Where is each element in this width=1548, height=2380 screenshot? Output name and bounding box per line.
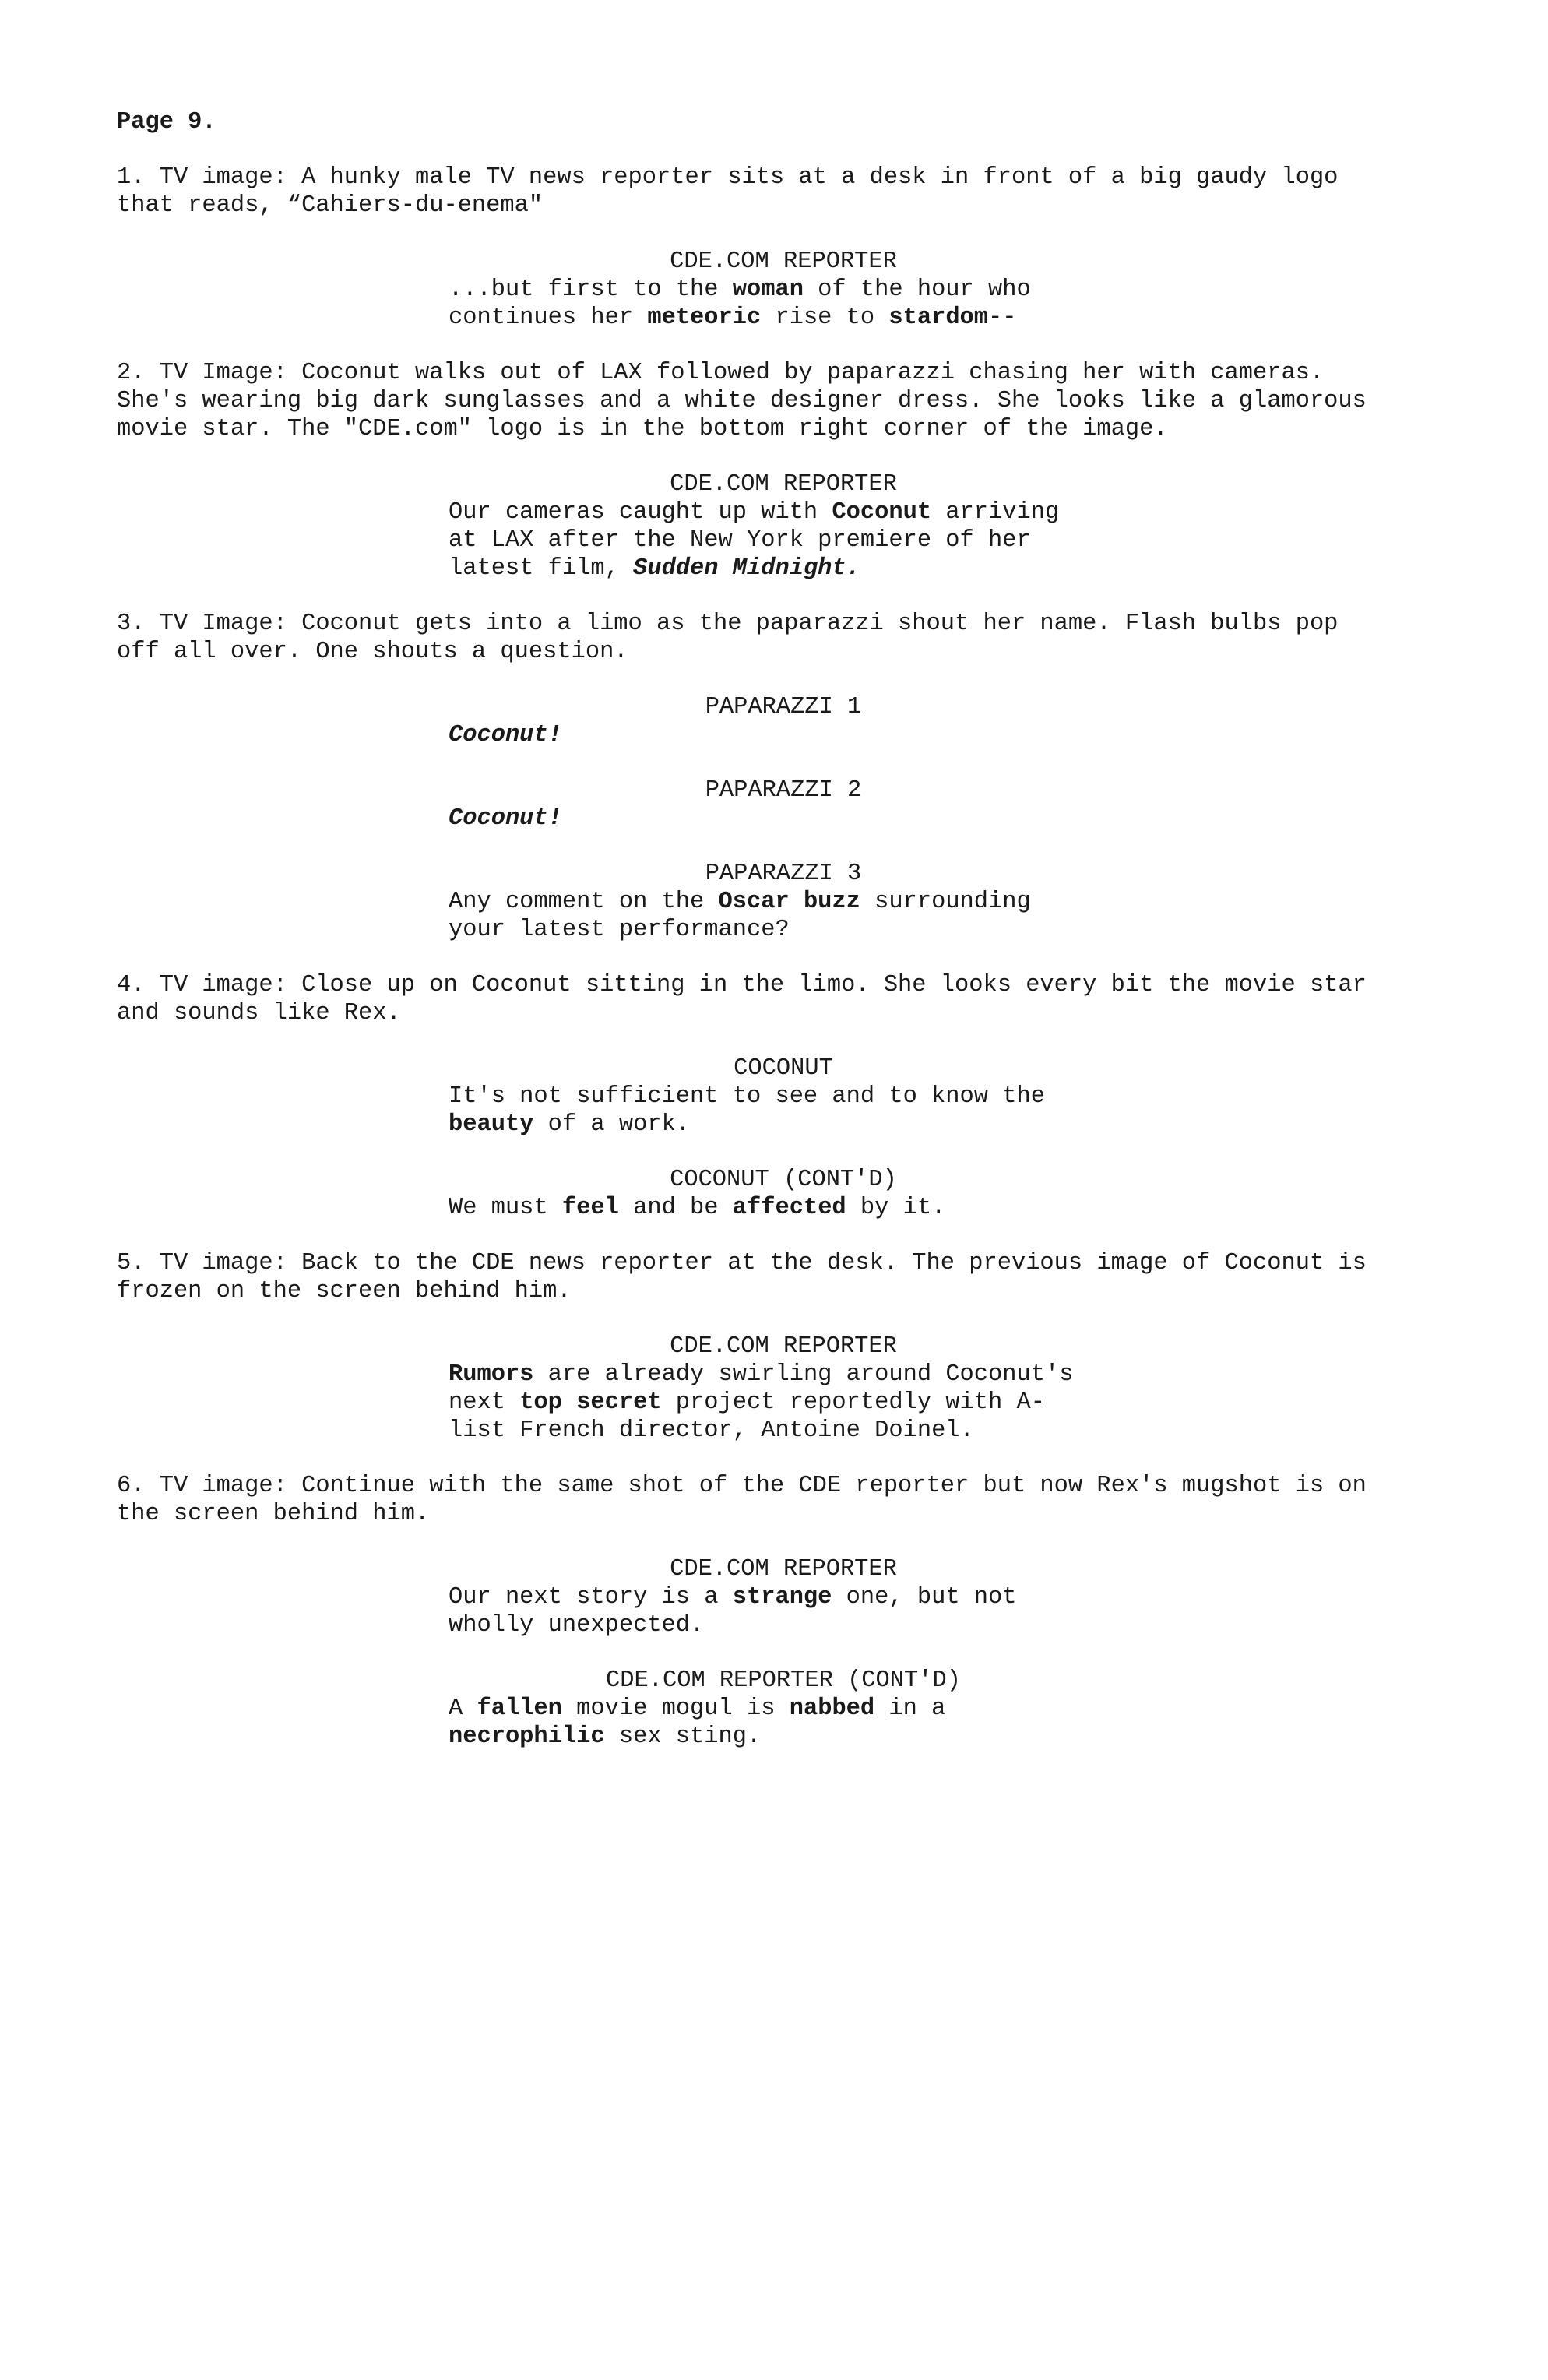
character-cue: COCONUT (CONT'D) — [670, 1167, 897, 1193]
dialogue-line: beauty of a work. — [449, 1111, 691, 1138]
action-line: 6. TV image: Continue with the same shot of the CDE reporter but now Rex's mugshot is on — [117, 1473, 1367, 1499]
character-cue: COCONUT — [734, 1055, 833, 1082]
dialogue-line: latest film, Sudden Midnight. — [449, 555, 860, 582]
dialogue-line: Any comment on the Oscar buzz surrounding — [449, 889, 1031, 915]
action-line: movie star. The "CDE.com" logo is in the bottom right corner of the image. — [117, 416, 1168, 442]
dialogue-line: Our cameras caught up with Coconut arriving — [449, 499, 1060, 526]
action-line: 1. TV image: A hunky male TV news reporter sits at a desk in front of a big gaudy logo — [117, 164, 1339, 191]
dialogue-line: Rumors are already swirling around Coconut's — [449, 1361, 1074, 1388]
dialogue-line: Our next story is a strange one, but not — [449, 1584, 1017, 1611]
dialogue-line: We must feel and be affected by it. — [449, 1195, 946, 1221]
dialogue-line: list French director, Antoine Doinel. — [449, 1417, 974, 1444]
action-line: off all over. One shouts a question. — [117, 639, 628, 665]
action-line: 2. TV Image: Coconut walks out of LAX followed by paparazzi chasing her with cameras. — [117, 360, 1325, 386]
action-line: that reads, “Cahiers-du-enema" — [117, 192, 544, 219]
character-cue: CDE.COM REPORTER (CONT'D) — [606, 1667, 961, 1694]
action-line: and sounds like Rex. — [117, 1000, 401, 1026]
character-cue: PAPARAZZI 2 — [705, 777, 862, 804]
dialogue-line: It's not sufficient to see and to know the — [449, 1083, 1045, 1110]
action-line: 3. TV Image: Coconut gets into a limo as the paparazzi shout her name. Flash bulbs pop — [117, 611, 1339, 637]
dialogue-line: ...but first to the woman of the hour who — [449, 276, 1031, 303]
dialogue-line: wholly unexpected. — [449, 1612, 705, 1639]
action-line: 5. TV image: Back to the CDE news reporter at the desk. The previous image of Coconut is — [117, 1250, 1367, 1276]
dialogue-line: Coconut! — [449, 805, 562, 832]
action-line: the screen behind him. — [117, 1501, 430, 1527]
dialogue-line: Coconut! — [449, 722, 562, 748]
dialogue-line: at LAX after the New York premiere of her — [449, 527, 1031, 554]
dialogue-line: your latest performance? — [449, 917, 790, 943]
character-cue: CDE.COM REPORTER — [670, 471, 897, 498]
character-cue: PAPARAZZI 1 — [705, 694, 862, 720]
character-cue: CDE.COM REPORTER — [670, 248, 897, 275]
dialogue-line: A fallen movie mogul is nabbed in a — [449, 1695, 946, 1722]
character-cue: PAPARAZZI 3 — [705, 861, 862, 887]
dialogue-line: next top secret project reportedly with A- — [449, 1389, 1045, 1416]
character-cue: CDE.COM REPORTER — [670, 1556, 897, 1583]
character-cue: CDE.COM REPORTER — [670, 1333, 897, 1360]
action-line: frozen on the screen behind him. — [117, 1278, 572, 1304]
dialogue-line: necrophilic sex sting. — [449, 1723, 762, 1750]
action-line: She's wearing big dark sunglasses and a white designer dress. She looks like a glamorous — [117, 388, 1367, 414]
page-number-heading: Page 9. — [117, 109, 216, 136]
dialogue-line: continues her meteoric rise to stardom-- — [449, 305, 1017, 331]
action-line: 4. TV image: Close up on Coconut sitting in the limo. She looks every bit the movie star — [117, 972, 1367, 998]
